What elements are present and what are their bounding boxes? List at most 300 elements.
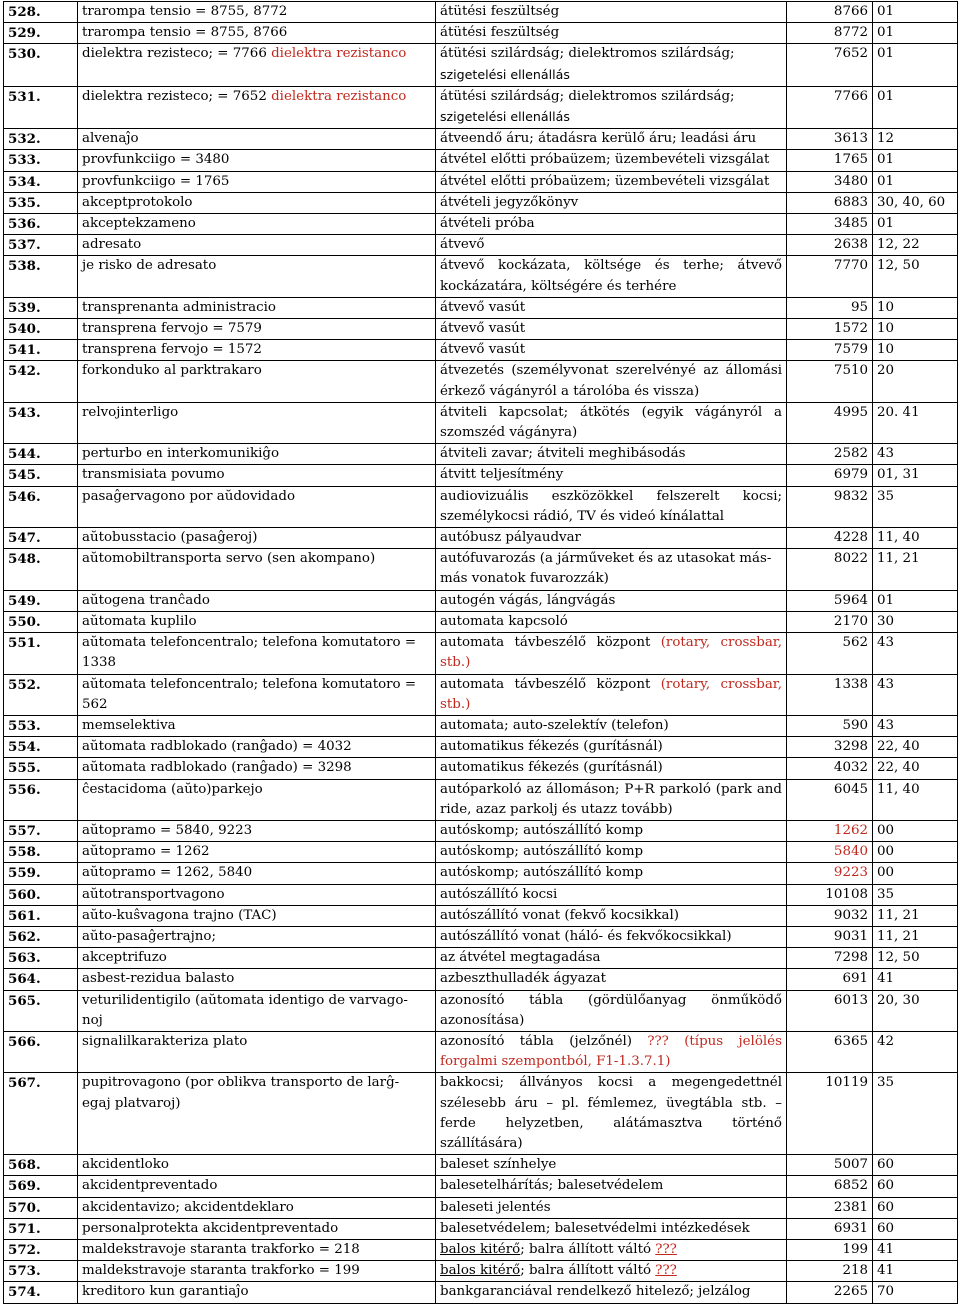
entry-number: 528. [4,2,78,23]
text-segment: átviteli zavar; átviteli meghibásodás [440,446,686,462]
hungarian-term [436,1073,787,1155]
text-segment: kreditoro kun garantiaĵo [82,1284,249,1300]
table-row [4,319,958,340]
text-segment: balesetelhárítás; balesetvédelem [440,1178,664,1194]
esperanto-term [78,611,436,632]
table-row [4,1073,958,1155]
text-segment: ĉestacidoma (aŭto)parkejo [82,781,263,797]
esperanto-term [78,990,436,1031]
entry-number: 538. [4,256,78,297]
hungarian-term [436,590,787,611]
category-code: 11, 40 [873,528,958,549]
text-segment: (rotary, crossbar, stb.) [440,635,782,671]
category-code: 10 [873,297,958,318]
hungarian-term [436,674,787,715]
text-segment: autogén vágás, lángvágás [440,592,616,608]
text-segment: asbest-rezidua balasto [82,971,235,987]
term-code: 9223 [787,863,873,884]
esperanto-term [78,44,436,86]
entry-number: 542. [4,361,78,402]
category-code: 42 [873,1031,958,1072]
category-code: 43 [873,715,958,736]
text-segment: ; balra állított váltó [520,1241,656,1257]
esperanto-term [78,926,436,947]
table-row [4,905,958,926]
hungarian-term [436,256,787,297]
term-code: 9832 [787,486,873,527]
category-code: 30 [873,611,958,632]
category-code: 12, 22 [873,235,958,256]
category-code: 11, 21 [873,549,958,590]
entry-number: 566. [4,1031,78,1072]
esperanto-term [78,1197,436,1218]
term-code: 1572 [787,319,873,340]
table-row [4,1218,958,1239]
text-segment: akceptprotokolo [82,194,193,210]
table-row [4,23,958,44]
hungarian-term [436,171,787,192]
term-code: 6013 [787,990,873,1031]
table-row [4,926,958,947]
text-segment: transmisiata povumo [82,467,225,483]
text-segment: balos kitérő [440,1241,521,1257]
entry-number: 557. [4,820,78,841]
category-code: 60 [873,1218,958,1239]
category-code: 20, 30 [873,990,958,1031]
hungarian-term [436,842,787,863]
text-segment: átvevő vasút [440,342,526,358]
entry-number: 553. [4,715,78,736]
text-segment: akcidentpreventado [82,1178,218,1194]
text-segment: akcidentavizo; akcidentdeklaro [82,1199,294,1215]
text-segment: átvétel előtti próbaüzem; üzembevételi vizsgálat [440,173,770,189]
entry-number: 572. [4,1239,78,1260]
entry-number: 546. [4,486,78,527]
esperanto-term [78,361,436,402]
table-row [4,842,958,863]
hungarian-term [436,86,787,128]
term-code: 6883 [787,192,873,213]
text-segment: autóbusz pályaudvar [440,530,581,546]
entry-number: 570. [4,1197,78,1218]
hungarian-term [436,1261,787,1282]
hungarian-term [436,969,787,990]
text-segment: autószállító vonat (fekvő kocsikkal) [440,907,680,923]
text-segment: átvitt teljesítmény [440,467,564,483]
text-segment: átviteli kapcsolat; átkötés (egyik vágányról a szomszéd vágányra) [440,404,782,441]
table-row [4,486,958,527]
text-segment: átvétel előtti próbaüzem; üzembevételi vizsgálat [440,152,770,168]
term-code: 2638 [787,235,873,256]
esperanto-term [78,1073,436,1155]
category-code: 70 [873,1282,958,1303]
esperanto-term [78,884,436,905]
esperanto-term [78,737,436,758]
category-code: 01 [873,23,958,44]
esperanto-term [78,235,436,256]
text-segment: egaj platvaroj) [82,1095,181,1111]
esperanto-term [78,2,436,23]
table-row [4,1197,958,1218]
hungarian-term [436,863,787,884]
text-segment: memselektiva [82,717,176,733]
esperanto-term [78,319,436,340]
text-segment: aŭtomobiltransporta servo (sen akompano) [82,551,376,567]
entry-number: 564. [4,969,78,990]
table-row [4,2,958,23]
esperanto-term [78,1031,436,1072]
entry-number: 537. [4,235,78,256]
text-segment: adresato [82,237,142,253]
entry-number: 555. [4,758,78,779]
text-segment: alvenaĵo [82,131,139,147]
text-segment: pupitrovagono (por oblikva transporto de larĝ- [82,1075,400,1091]
term-code: 3485 [787,214,873,235]
text-segment: átvételi próba [440,216,535,232]
entry-number: 540. [4,319,78,340]
hungarian-term [436,1176,787,1197]
term-code: 6931 [787,1218,873,1239]
entry-number: 539. [4,297,78,318]
esperanto-term [78,1261,436,1282]
esperanto-term [78,465,436,486]
hungarian-term [436,633,787,674]
category-code: 10 [873,319,958,340]
term-code: 590 [787,715,873,736]
esperanto-term [78,23,436,44]
text-segment: más vonatok fuvarozzák) [440,571,609,587]
table-row [4,340,958,361]
text-segment: audiovizuális eszközökkel felszerelt kocsi; személykocsi rádió, TV és videó kínálattal [440,488,782,524]
table-row [4,1239,958,1260]
category-code: 43 [873,633,958,674]
term-code: 4995 [787,402,873,443]
text-segment: ; balra állított váltó [520,1263,656,1279]
text-segment: átvevő kockázata, költsége és terhe; átvevő kockázatára, költségére és terhére [440,258,782,294]
entry-number: 568. [4,1155,78,1176]
entry-number: 535. [4,192,78,213]
esperanto-term [78,129,436,150]
esperanto-term [78,969,436,990]
esperanto-term [78,549,436,590]
esperanto-term [78,214,436,235]
category-code: 00 [873,842,958,863]
table-row [4,235,958,256]
term-code: 1338 [787,674,873,715]
text-segment: átveendő áru; átadásra kerülő áru; leadási áru [440,131,757,147]
table-row [4,611,958,632]
table-row [4,737,958,758]
term-code: 7652 [787,44,873,86]
text-segment: transprena fervojo = 7579 [82,321,262,337]
esperanto-term [78,820,436,841]
text-segment: baleset színhelye [440,1157,557,1173]
table-row [4,402,958,443]
esperanto-term [78,1176,436,1197]
esperanto-term [78,842,436,863]
term-code: 95 [787,297,873,318]
hungarian-term [436,214,787,235]
table-row [4,1155,958,1176]
hungarian-term [436,150,787,171]
entry-number: 558. [4,842,78,863]
table-row [4,863,958,884]
term-code: 6045 [787,779,873,820]
entry-number: 549. [4,590,78,611]
table-row [4,444,958,465]
text-segment: akcidentloko [82,1157,169,1173]
entry-number: 543. [4,402,78,443]
hungarian-term [436,192,787,213]
text-segment: trarompa tensio = 8755, 8766 [82,25,288,41]
table-row [4,549,958,590]
category-code: 01, 31 [873,465,958,486]
entry-number: 562. [4,926,78,947]
entry-number: 533. [4,150,78,171]
hungarian-term [436,715,787,736]
text-segment: átvevő vasút [440,299,526,315]
hungarian-term [436,905,787,926]
table-row [4,1261,958,1282]
entry-number: 552. [4,674,78,715]
entry-number: 573. [4,1261,78,1282]
term-code: 8766 [787,2,873,23]
text-segment: aŭtotransportvagono [82,886,225,902]
table-row [4,465,958,486]
esperanto-term [78,948,436,969]
entry-number: 551. [4,633,78,674]
category-code: 01 [873,86,958,128]
term-code: 7510 [787,361,873,402]
category-code: 00 [873,820,958,841]
text-segment: akceptrifuzo [82,950,167,966]
text-segment: az átvétel megtagadása [440,950,601,966]
category-code: 22, 40 [873,737,958,758]
entry-number: 532. [4,129,78,150]
table-row [4,1176,958,1197]
hungarian-term [436,340,787,361]
text-segment: automata; auto-szelektív (telefon) [440,717,669,733]
esperanto-term [78,674,436,715]
hungarian-term [436,549,787,590]
esperanto-term [78,1239,436,1260]
text-segment: pasaĝervagono por aŭdovidado [82,488,296,504]
esperanto-term [78,256,436,297]
entry-number: 531. [4,86,78,128]
text-segment: aŭtomata kuplilo [82,613,197,629]
text-segment: azonosító tábla (gördülőanyag önműködő azonosítása) [440,992,782,1028]
text-segment: átütési feszültség [440,4,560,19]
text-segment: átvezetés (személyvonat szerelvényé az állomási érkező vágányról a tárolóba és vissza) [440,363,782,399]
text-segment: azbeszthulladék ágyazat [440,971,607,987]
hungarian-term [436,402,787,443]
esperanto-term [78,758,436,779]
text-segment: veturilidentigilo (aŭtomata identigo de varvago- [82,992,408,1008]
dictionary-table [3,1,958,1304]
category-code: 35 [873,1073,958,1155]
hungarian-term [436,44,787,86]
category-code: 41 [873,969,958,990]
text-segment: autóparkoló az állomáson; P+R parkoló (park and ride, azaz parkolj és utazz tovább) [440,781,782,817]
hungarian-term [436,319,787,340]
text-segment: automatikus fékezés (gurításnál) [440,739,663,755]
category-code: 01 [873,44,958,86]
esperanto-term [78,1218,436,1239]
text-segment: bankgaranciával rendelkező hitelező; jelzálog [440,1284,751,1300]
table-row [4,590,958,611]
esperanto-term [78,715,436,736]
text-segment: aŭto-pasaĝertrajno; [82,928,216,944]
category-code: 43 [873,674,958,715]
hungarian-term [436,23,787,44]
category-code: 01 [873,171,958,192]
entry-number: 545. [4,465,78,486]
category-code: 20. 41 [873,402,958,443]
term-code: 3480 [787,171,873,192]
esperanto-term [78,863,436,884]
text-segment: aŭtomata radblokado (ranĝado) = 3298 [82,760,352,776]
text-segment: transprenanta administracio [82,299,276,315]
table-row [4,297,958,318]
hungarian-term [436,2,787,23]
text-segment: provfunkciigo = 3480 [82,152,230,168]
term-code: 5964 [787,590,873,611]
entry-number: 547. [4,528,78,549]
category-code: 11, 21 [873,926,958,947]
text-segment: dielektra rezisteco; = 7766 [82,46,272,62]
text-segment: átütési szilárdság; dielektromos szilárdság; [440,88,735,104]
table-row [4,884,958,905]
table-row [4,715,958,736]
text-segment: autóskomp; autószállító komp [440,822,644,838]
term-code: 5007 [787,1155,873,1176]
entry-number: 548. [4,549,78,590]
entry-number: 536. [4,214,78,235]
table-row [4,528,958,549]
term-code: 8772 [787,23,873,44]
term-code: 562 [787,633,873,674]
term-code: 7579 [787,340,873,361]
table-row [4,44,958,86]
dictionary-rows [4,2,958,1304]
table-row [4,779,958,820]
term-code: 1765 [787,150,873,171]
category-code: 00 [873,863,958,884]
text-segment: (rotary, crossbar, stb.) [440,676,782,712]
text-segment: relvojinterligo [82,404,179,420]
text-segment: signalilkarakteriza plato [82,1033,248,1049]
hungarian-term [436,1031,787,1072]
category-code: 01 [873,2,958,23]
text-segment: átvevő vasút [440,321,526,337]
text-segment: maldekstravoje staranta trakforko = 218 [82,1241,360,1257]
text-segment: automata kapcsoló [440,613,568,629]
hungarian-term [436,1282,787,1303]
term-code: 10119 [787,1073,873,1155]
entry-number: 563. [4,948,78,969]
category-code: 12 [873,129,958,150]
esperanto-term [78,340,436,361]
esperanto-term [78,192,436,213]
text-segment: aŭtobusstacio (pasaĝeroj) [82,530,258,546]
entry-number: 529. [4,23,78,44]
text-segment: maldekstravoje staranta trakforko = 199 [82,1263,360,1279]
hungarian-term [436,884,787,905]
term-code: 6979 [787,465,873,486]
category-code: 41 [873,1261,958,1282]
term-code: 1262 [787,820,873,841]
term-code: 7770 [787,256,873,297]
table-row [4,129,958,150]
table-row [4,214,958,235]
hungarian-term [436,235,787,256]
category-code: 01 [873,590,958,611]
text-segment: baleseti jelentés [440,1199,551,1215]
table-row [4,633,958,674]
term-code: 2170 [787,611,873,632]
category-code: 10 [873,340,958,361]
entry-number: 550. [4,611,78,632]
category-code: 11, 21 [873,905,958,926]
text-segment: aŭtogena tranĉado [82,592,210,608]
term-code: 5840 [787,842,873,863]
hungarian-term [436,990,787,1031]
term-code: 6365 [787,1031,873,1072]
esperanto-term [78,444,436,465]
text-segment: provfunkciigo = 1765 [82,173,230,189]
hungarian-term [436,926,787,947]
text-segment: ??? (típus jelölés forgalmi szempontból, F1-1.3.7.1) [440,1033,782,1070]
term-code: 6852 [787,1176,873,1197]
hungarian-term [436,948,787,969]
term-code: 3613 [787,129,873,150]
hungarian-term [436,1218,787,1239]
text-segment: aŭtomata telefoncentralo; telefona komutatoro = 562 [82,676,417,712]
hungarian-term [436,486,787,527]
category-code: 01 [873,214,958,235]
text-segment: ??? [655,1263,677,1279]
table-row [4,820,958,841]
term-code: 2265 [787,1282,873,1303]
hungarian-term [436,737,787,758]
text-segment: automatikus fékezés (gurításnál) [440,760,663,776]
category-code: 20 [873,361,958,402]
text-segment: automata távbeszélő központ [440,635,661,651]
text-segment: aŭtomata radblokado (ranĝado) = 4032 [82,739,352,755]
esperanto-term [78,297,436,318]
entry-number: 567. [4,1073,78,1155]
esperanto-term [78,1155,436,1176]
term-code: 2582 [787,444,873,465]
term-code: 3298 [787,737,873,758]
esperanto-term [78,486,436,527]
category-code: 12, 50 [873,948,958,969]
category-code: 11, 40 [873,779,958,820]
text-segment: balos kitérő [440,1263,521,1279]
hungarian-term [436,1239,787,1260]
esperanto-term [78,905,436,926]
table-row [4,256,958,297]
table-row [4,361,958,402]
text-segment: aŭtopramo = 1262 [82,844,210,860]
text-segment: je risko de adresato [82,258,217,274]
term-code: 7766 [787,86,873,128]
esperanto-term [78,86,436,128]
category-code: 60 [873,1176,958,1197]
category-code: 43 [873,444,958,465]
esperanto-term [78,402,436,443]
term-code: 691 [787,969,873,990]
